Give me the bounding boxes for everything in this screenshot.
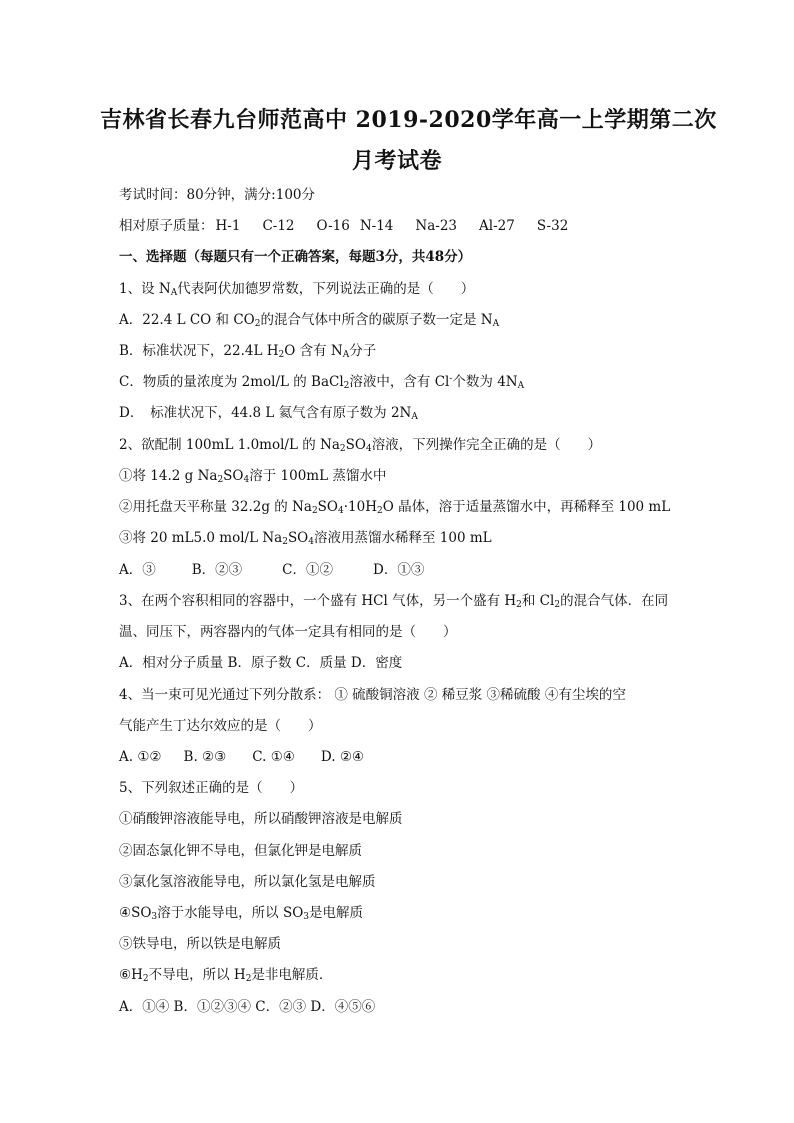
section-1-heading: 一、选择题（每题只有一个正确答案，每题3分，共48分） <box>119 249 472 265</box>
question-2-item-2 <box>119 498 670 516</box>
atomic-mass-line <box>119 217 568 235</box>
question-5-item-1: ①硝酸钾溶液能导电，所以硝酸钾溶液是电解质 <box>119 811 403 827</box>
text: 不导电，所以 H <box>148 967 246 983</box>
text: 溶液，下列操作完全正确的是（ ） <box>371 437 602 453</box>
question-2-options <box>119 561 424 579</box>
question-3-stem-line-2: 温、同压下，两容器内的气体一定具有相同的是（ ） <box>119 624 457 640</box>
question-3-options: A．相对分子质量 B．原子数 C．质量 D．密度 <box>119 655 403 671</box>
question-5-item-4 <box>119 904 363 922</box>
subscript: 2 <box>311 506 318 516</box>
text: 是非电解质． <box>251 967 333 983</box>
subscript: 4 <box>243 475 250 485</box>
question-2-item-3 <box>119 529 492 547</box>
subscript: 2 <box>343 381 350 391</box>
question-1-stem <box>119 280 474 298</box>
subscript: 3 <box>151 912 158 922</box>
question-5-item-6 <box>119 966 332 984</box>
question-2-stem <box>119 436 601 454</box>
subscript: 2 <box>278 350 285 360</box>
question-5-item-5: ⑤铁导电，所以铁是电解质 <box>119 936 281 952</box>
question-4-options <box>119 748 364 766</box>
subscript: A <box>411 412 418 422</box>
atomic-mass-item: S-32 <box>536 218 569 234</box>
text: O 晶体，溶于适量蒸馏水中，再稀释至 100 mL <box>382 499 671 515</box>
text: D． 标准状况下，44.8 L 氦气含有原子数为 2N <box>119 405 412 421</box>
atomic-mass-item: Al-27 <box>479 218 515 234</box>
text: 溶液中，含有 Cl <box>349 374 450 390</box>
subscript: A <box>492 319 500 329</box>
question-1-option-b <box>119 342 376 360</box>
option-b: B. ②③ <box>183 749 227 765</box>
text: ④SO <box>119 905 152 921</box>
subscript: 2 <box>282 537 288 547</box>
atomic-mass-item: H-1 <box>215 218 241 234</box>
subscript: 2 <box>245 974 252 984</box>
exam-info: 考试时间：80分钟，满分:100分 <box>119 187 315 203</box>
question-1-option-d <box>119 404 418 422</box>
text: 1、设 N <box>119 281 171 297</box>
atomic-mass-label: 相对原子质量： <box>119 218 214 234</box>
question-2-item-1 <box>119 467 386 485</box>
text: 3、在两个容积相同的容器中，一个盛有 HCl 气体，另一个盛有 H <box>119 593 517 609</box>
text: 的混合气体中所含的碳原子数一定是 N <box>260 312 493 328</box>
question-1-option-a <box>119 311 499 329</box>
text: SO <box>287 530 309 546</box>
subscript: A <box>342 350 350 360</box>
atomic-mass-item: C-12 <box>262 218 295 234</box>
subscript: 2 <box>376 506 383 516</box>
exam-title-line-2: 月考试卷 <box>351 148 442 174</box>
exam-title-line-1: 吉林省长春九台师范高中 2019-2020学年高一上学期第二次 <box>100 107 717 133</box>
text: SO <box>345 437 366 453</box>
text: 个数为 4N <box>452 374 518 390</box>
text: 代表阿伏加德罗常数，下列说法正确的是（ ） <box>177 281 475 297</box>
text: C．物质的量浓度为 2mol/L 的 BaCl <box>119 374 344 390</box>
text: SO <box>317 499 338 515</box>
text: 溶于 100mL 蒸馏水中 <box>249 468 387 484</box>
subscript: 4 <box>308 537 314 547</box>
subscript: 2 <box>142 974 149 984</box>
text: 是电解质 <box>309 905 363 921</box>
option-d: D．①③ <box>373 562 425 578</box>
atomic-mass-item: N-14 <box>359 218 394 234</box>
text: A．22.4 L CO 和 CO <box>119 312 255 328</box>
question-5-item-2: ②固态氯化钾不导电，但氯化钾是电解质 <box>119 843 362 859</box>
subscript: 2 <box>339 444 346 454</box>
subscript: 3 <box>303 912 309 922</box>
text: B．标准状况下，22.4L H <box>119 343 279 359</box>
text: 2、欲配制 100mL 1.0mol/L 的 Na <box>119 437 340 453</box>
superscript: - <box>449 374 453 384</box>
text: ·10H <box>343 499 377 515</box>
atomic-mass-item: O-16 <box>316 218 350 234</box>
option-a: A. ①② <box>119 749 162 765</box>
question-5-stem: 5、下列叙述正确的是（ ） <box>119 780 304 796</box>
subscript: 4 <box>365 444 372 454</box>
question-5-item-3: ③氯化氢溶液能导电，所以氯化氢是电解质 <box>119 874 376 890</box>
option-b: B．②③ <box>191 562 243 578</box>
subscript: 2 <box>516 600 522 610</box>
option-a: A．③ <box>119 562 156 578</box>
option-c: C．①② <box>282 562 334 578</box>
text: 分子 <box>349 343 377 359</box>
text: ①将 14.2 g Na <box>119 468 218 484</box>
text: 和 Cl <box>521 593 555 609</box>
question-1-option-c <box>119 373 524 391</box>
text: O 含有 N <box>284 343 343 359</box>
atomic-mass-item: Na-23 <box>415 218 457 234</box>
text: 的混合气体．在同 <box>560 593 669 609</box>
subscript: 2 <box>217 475 224 485</box>
subscript: A <box>170 288 178 298</box>
subscript: A <box>517 381 525 391</box>
text: 溶液用蒸馏水稀释至 100 mL <box>314 530 492 546</box>
subscript: 4 <box>338 506 344 516</box>
text: SO <box>223 468 244 484</box>
option-d: D. ②④ <box>320 749 365 765</box>
question-4-stem-line-1: 4、当一束可见光通过下列分散系： ① 硫酸铜溶液 ② 稀豆浆 ③稀硫酸 ④有尘埃的空 <box>119 687 626 703</box>
option-c: C. ①④ <box>252 749 295 765</box>
question-4-stem-line-2: 气能产生丁达尔效应的是（ ） <box>119 718 322 734</box>
text: 溶于水能导电，所以 SO <box>157 905 304 921</box>
text: ⑥H <box>119 967 143 983</box>
subscript: 2 <box>254 319 261 329</box>
text: ②用托盘天平称量 32.2g 的 Na <box>119 499 312 515</box>
question-3-stem-line-1 <box>119 592 668 610</box>
text: ③将 20 mL5.0 mol/L Na <box>119 530 283 546</box>
subscript: 2 <box>554 600 561 610</box>
question-5-options: A．①④ B．①②③④ C．②③ D．④⑤⑥ <box>119 999 376 1015</box>
